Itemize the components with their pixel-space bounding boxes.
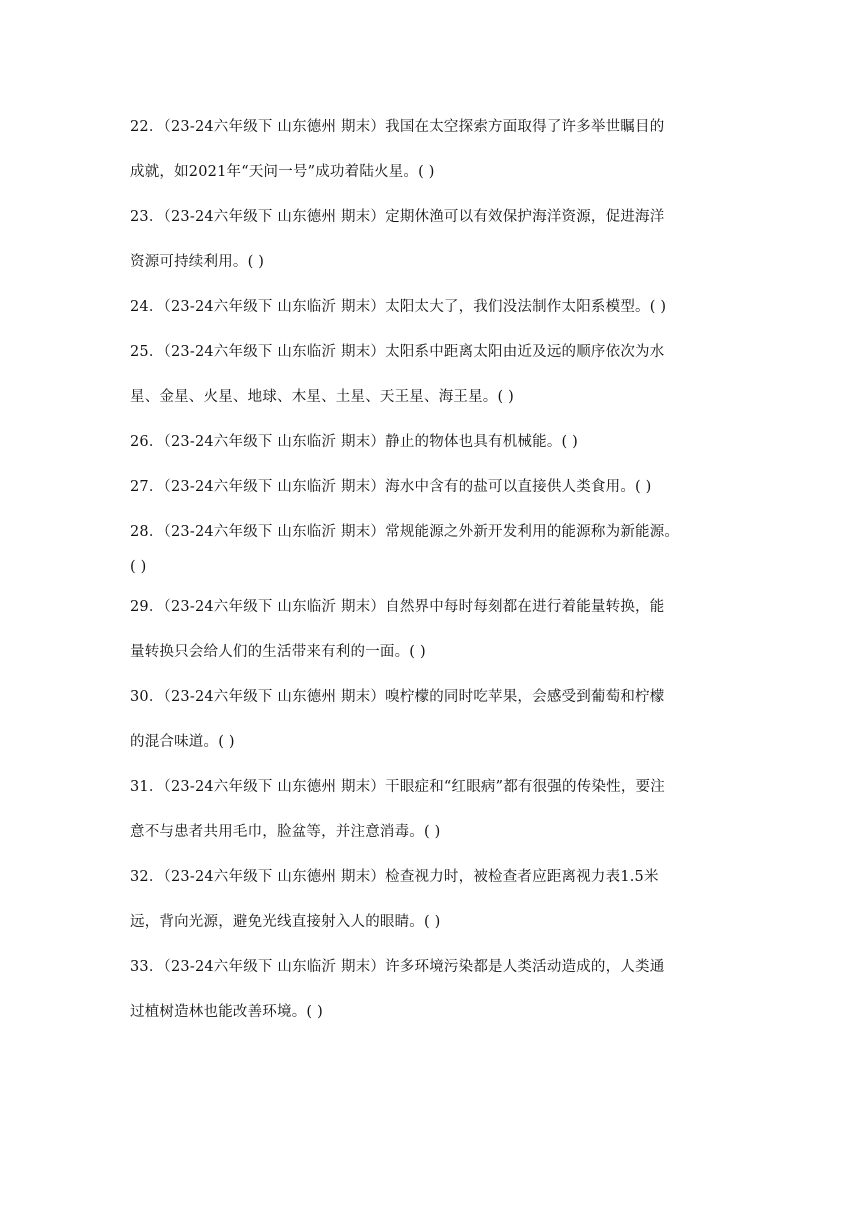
question-27 [130, 465, 740, 510]
question-31-line-2: 意不与患者共用毛巾，脸盆等，并注意消毒。( ) [130, 824, 441, 840]
question-24-line-1: 24．（23-24六年级下 山东临沂 期末）太阳太大了，我们没法制作太阳系模型。( ) [130, 299, 667, 315]
question-31-line-1: 31．（23-24六年级下 山东德州 期末）干眼症和“红眼病”都有很强的传染性，要注 [130, 779, 665, 795]
question-33-line-2: 过植树造林也能改善环境。( ) [130, 1004, 323, 1020]
question-30 [130, 675, 740, 765]
question-32-line-2: 远，背向光源，避免光线直接射入人的眼睛。( ) [130, 914, 441, 930]
question-31 [130, 765, 740, 855]
question-26 [130, 420, 740, 465]
question-29 [130, 585, 740, 675]
question-24 [130, 285, 740, 330]
question-22-line-2: 成就，如2021年“天问一号”成功着陆火星。( ) [130, 164, 435, 180]
question-28 [130, 510, 740, 590]
question-33-line-1: 33．（23-24六年级下 山东临沂 期末）许多环境污染都是人类活动造成的，人类通 [130, 959, 665, 975]
question-29-line-2: 量转换只会给人们的生活带来有利的一面。( ) [130, 644, 426, 660]
question-25 [130, 330, 740, 420]
question-27-line-1: 27．（23-24六年级下 山东临沂 期末）海水中含有的盐可以直接供人类食用。( ) [130, 479, 652, 495]
question-23-line-1: 23．（23-24六年级下 山东德州 期末）定期休渔可以有效保护海洋资源，促进海洋 [130, 209, 665, 225]
question-26-line-1: 26．（23-24六年级下 山东临沂 期末）静止的物体也具有机械能。( ) [130, 434, 579, 450]
question-25-line-2: 星、金星、火星、地球、木星、土星、天王星、海王星。( ) [130, 389, 515, 405]
question-23-line-2: 资源可持续利用。( ) [130, 254, 265, 270]
question-28-line-1: 28．（23-24六年级下 山东临沂 期末）常规能源之外新开发利用的能源称为新能源。 [130, 524, 680, 540]
question-32-line-1: 32．（23-24六年级下 山东德州 期末）检查视力时，被检查者应距离视力表1.5米 [130, 869, 659, 885]
question-22-line-1: 22．（23-24六年级下 山东德州 期末）我国在太空探索方面取得了许多举世瞩目的 [130, 119, 665, 135]
question-29-line-1: 29．（23-24六年级下 山东临沂 期末）自然界中每时每刻都在进行着能量转换，能 [130, 599, 665, 615]
question-30-line-2: 的混合味道。( ) [130, 734, 235, 750]
question-25-line-1: 25．（23-24六年级下 山东临沂 期末）太阳系中距离太阳由近及远的顺序依次为水 [130, 344, 665, 360]
question-23 [130, 195, 740, 285]
question-30-line-1: 30．（23-24六年级下 山东德州 期末）嗅柠檬的同时吃苹果，会感受到葡萄和柠檬 [130, 689, 665, 705]
question-32 [130, 855, 740, 945]
question-33 [130, 945, 740, 1035]
question-28-line-2: ( ) [130, 559, 147, 575]
question-22 [130, 105, 740, 195]
